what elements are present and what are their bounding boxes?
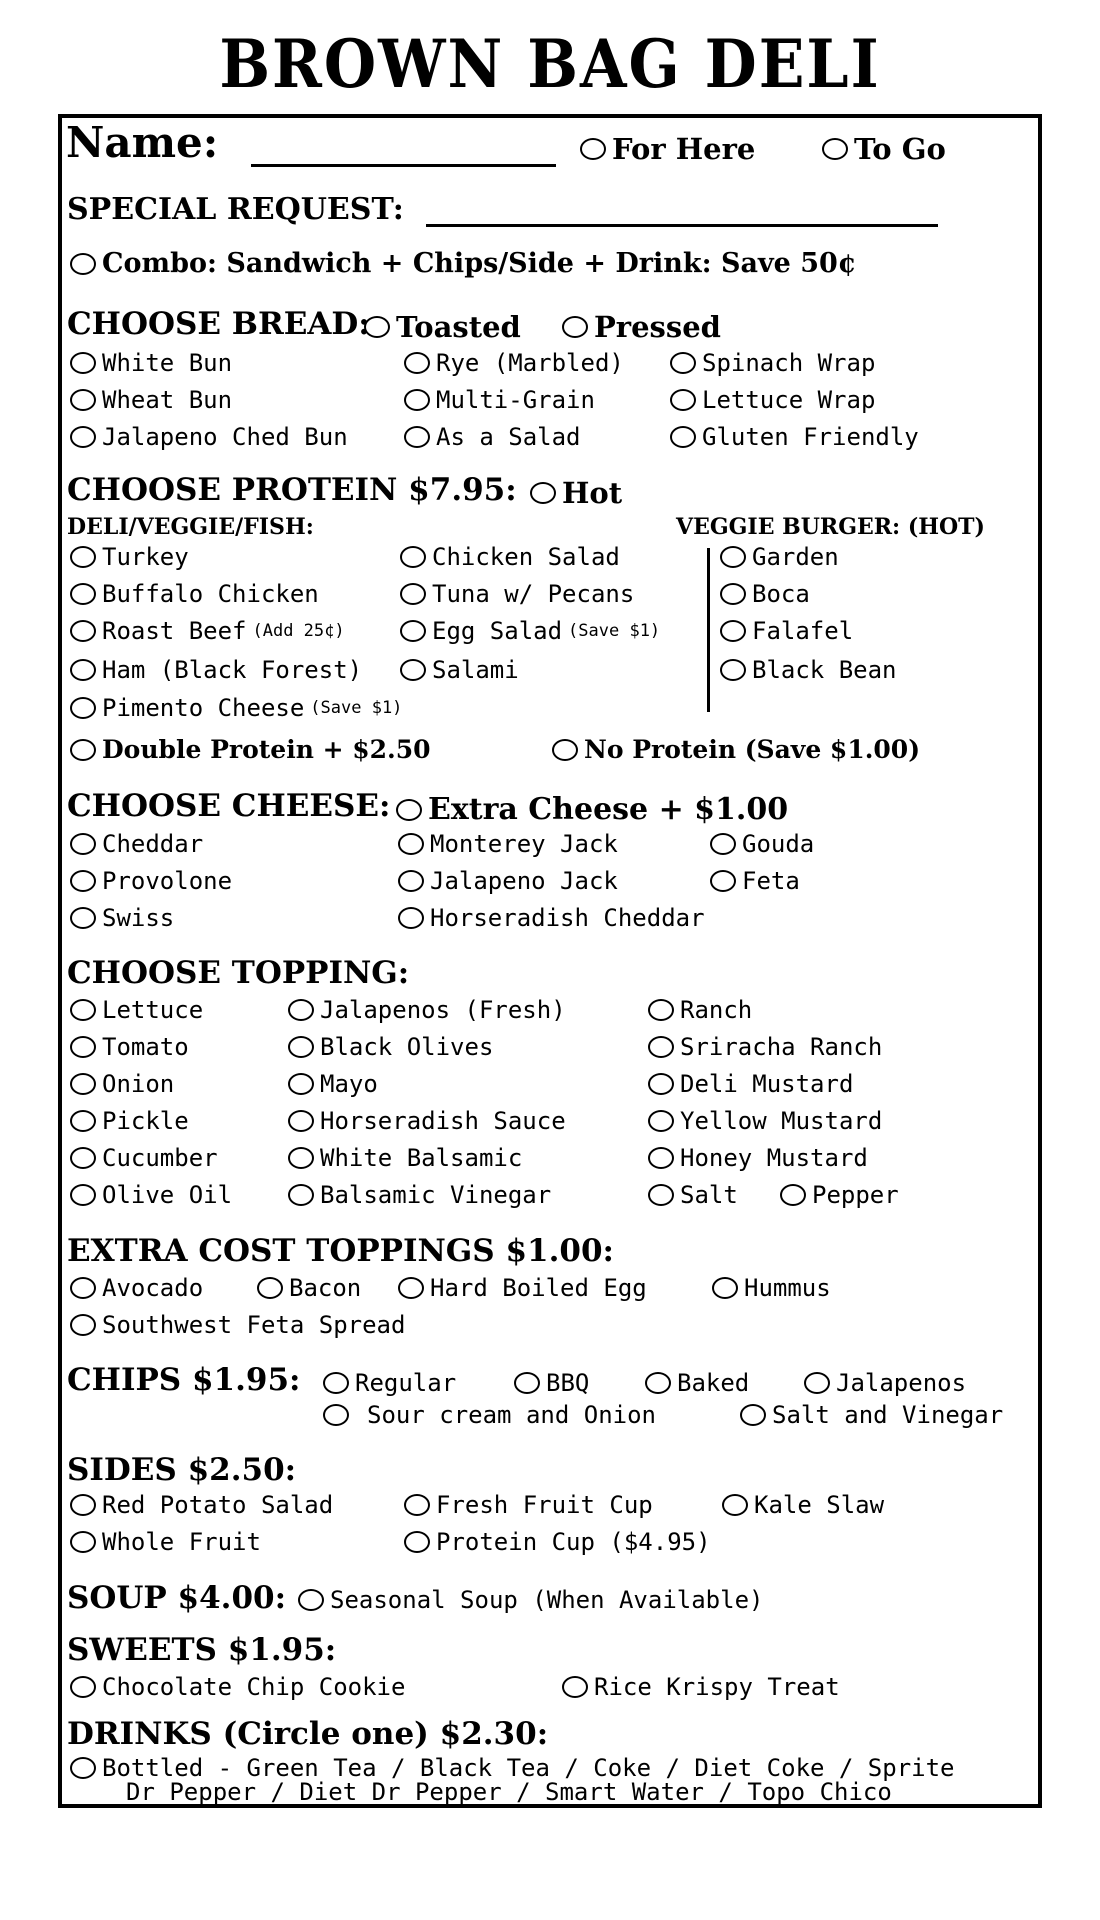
radio-circle[interactable] [70,1073,96,1095]
radio-circle[interactable] [70,1314,96,1336]
radio-circle[interactable] [70,1676,96,1698]
bread-option[interactable]: Wheat Bun [70,386,232,414]
radio-circle[interactable] [400,546,426,568]
topping-option[interactable]: Black Olives [288,1033,493,1061]
radio-circle[interactable] [70,833,96,855]
radio-circle[interactable] [70,352,96,374]
bread-option[interactable]: Lettuce Wrap [670,386,875,414]
extra-toppings-heading: EXTRA COST TOPPINGS $1.00: [67,1233,614,1269]
radio-circle[interactable] [645,1372,671,1394]
radio-circle[interactable] [720,659,746,681]
radio-circle[interactable] [400,659,426,681]
radio-circle[interactable] [70,1147,96,1169]
radio-circle[interactable] [70,1494,96,1516]
radio-circle[interactable] [720,620,746,642]
chips-option[interactable]: Baked [645,1369,749,1397]
radio-circle[interactable] [70,1184,96,1206]
chips-option[interactable]: BBQ [514,1369,589,1397]
topping-option[interactable]: Deli Mustard [648,1070,853,1098]
radio-circle[interactable] [514,1372,540,1394]
radio-circle[interactable] [70,659,96,681]
cheese-option[interactable]: Feta [710,867,800,895]
radio-circle[interactable] [70,739,96,761]
soup-heading: SOUP $4.00: [67,1580,287,1616]
topping-option[interactable]: Honey Mustard [648,1144,868,1172]
radio-circle[interactable] [398,833,424,855]
radio-circle[interactable] [404,352,430,374]
sweets-option[interactable]: Rice Krispy Treat [562,1673,840,1701]
bread-option[interactable]: Spinach Wrap [670,349,875,377]
cheese-option[interactable]: Cheddar [70,830,203,858]
radio-circle[interactable] [70,583,96,605]
radio-circle[interactable] [398,1277,424,1299]
radio-circle[interactable] [70,1277,96,1299]
radio-circle[interactable] [670,389,696,411]
chips-option[interactable]: Sour cream and Onion [323,1401,656,1429]
chips-option[interactable]: Jalapenos [804,1369,966,1397]
radio-circle[interactable] [70,546,96,568]
for-here-option[interactable]: For Here [580,132,755,166]
egg-salad-note: (Save $1) [568,621,661,641]
topping-option[interactable]: Balsamic Vinegar [288,1181,551,1209]
radio-circle[interactable] [562,316,588,338]
name-blank[interactable] [251,164,556,167]
extra-topping-option[interactable]: Hard Boiled Egg [398,1274,647,1302]
drinks-option[interactable]: Bottled - Green Tea / Black Tea / Coke / Diet Coke / Sprite [70,1754,955,1782]
radio-circle[interactable] [288,999,314,1021]
sweets-heading: SWEETS $1.95: [67,1632,337,1668]
protein-option[interactable]: Egg Salad (Save $1) [400,617,660,645]
page-title: BROWN BAG DELI [219,26,881,104]
cheese-option[interactable]: Provolone [70,867,232,895]
topping-option[interactable]: Lettuce [70,996,203,1024]
protein-option[interactable]: Ham (Black Forest) [70,656,362,684]
radio-circle[interactable] [70,907,96,929]
radio-circle[interactable] [257,1277,283,1299]
radio-circle[interactable] [710,870,736,892]
radio-circle[interactable] [70,999,96,1021]
protein-option[interactable]: Chicken Salad [400,543,620,571]
topping-option[interactable]: Onion [70,1070,174,1098]
bread-option[interactable]: Multi-Grain [404,386,595,414]
radio-circle[interactable] [648,999,674,1021]
radio-circle[interactable] [740,1404,766,1426]
radio-circle[interactable] [648,1110,674,1132]
radio-circle[interactable] [70,1531,96,1553]
sides-option[interactable]: Kale Slaw [722,1491,884,1519]
radio-circle[interactable] [288,1147,314,1169]
topping-option[interactable]: White Balsamic [288,1144,522,1172]
sides-option[interactable]: Fresh Fruit Cup [404,1491,653,1519]
toasted-option[interactable]: Toasted [364,310,521,344]
topping-option[interactable]: Olive Oil [70,1181,232,1209]
protein-option[interactable]: Salami [400,656,519,684]
pimento-note: (Save $1) [310,698,403,718]
topping-option[interactable]: Pepper [780,1181,899,1209]
topping-option[interactable]: Sriracha Ranch [648,1033,882,1061]
bread-option[interactable]: Jalapeno Ched Bun [70,423,348,451]
protein-heading: CHOOSE PROTEIN $7.95: [67,472,517,508]
cheese-option[interactable]: Monterey Jack [398,830,618,858]
extra-topping-option[interactable]: Avocado [70,1274,203,1302]
radio-circle[interactable] [722,1494,748,1516]
topping-option[interactable]: Tomato [70,1033,189,1061]
radio-circle[interactable] [298,1589,324,1611]
radio-circle[interactable] [670,352,696,374]
drinks-line-2: Dr Pepper / Diet Dr Pepper / Smart Water / Topo Chico [126,1778,892,1806]
radio-circle[interactable] [288,1184,314,1206]
radio-circle[interactable] [70,389,96,411]
bread-option[interactable]: White Bun [70,349,232,377]
topping-heading: CHOOSE TOPPING: [67,955,410,991]
chips-heading: CHIPS $1.95: [67,1362,301,1398]
topping-option[interactable]: Horseradish Sauce [288,1107,566,1135]
chips-option[interactable]: Regular [323,1369,456,1397]
double-protein-option[interactable]: Double Protein + $2.50 [70,735,431,764]
radio-circle[interactable] [70,1110,96,1132]
radio-circle[interactable] [323,1404,349,1426]
veggie-option[interactable]: Black Bean [720,656,897,684]
radio-circle[interactable] [580,138,606,160]
cheese-heading: CHOOSE CHEESE: [67,788,391,824]
special-request-blank[interactable] [426,224,938,227]
radio-circle[interactable] [70,426,96,448]
radio-circle[interactable] [648,1184,674,1206]
cheese-option[interactable]: Horseradish Cheddar [398,904,705,932]
topping-option[interactable]: Cucumber [70,1144,218,1172]
special-request-label: SPECIAL REQUEST: [67,192,404,227]
bread-option[interactable]: Rye (Marbled) [404,349,624,377]
radio-circle[interactable] [648,1147,674,1169]
soup-option[interactable]: Seasonal Soup (When Available) [298,1586,763,1614]
radio-circle[interactable] [70,697,96,719]
bread-option[interactable]: As a Salad [404,423,581,451]
veggie-burger-subheading: VEGGIE BURGER: (HOT) [676,514,985,540]
radio-circle[interactable] [288,1036,314,1058]
extra-topping-option[interactable]: Bacon [257,1274,361,1302]
radio-circle[interactable] [288,1110,314,1132]
extra-topping-option[interactable]: Southwest Feta Spread [70,1311,405,1339]
sides-option[interactable]: Whole Fruit [70,1528,261,1556]
radio-circle[interactable] [712,1277,738,1299]
topping-option[interactable]: Mayo [288,1070,378,1098]
radio-circle[interactable] [400,620,426,642]
roast-beef-note: (Add 25¢) [252,621,345,641]
sides-option[interactable]: Red Potato Salad [70,1491,333,1519]
veggie-option[interactable]: Falafel [720,617,853,645]
radio-circle[interactable] [552,739,578,761]
protein-option[interactable]: Tuna w/ Pecans [400,580,634,608]
radio-circle[interactable] [710,833,736,855]
drinks-heading: DRINKS (Circle one) $2.30: [67,1716,549,1752]
radio-circle[interactable] [720,583,746,605]
pressed-option[interactable]: Pressed [562,310,721,344]
radio-circle[interactable] [70,253,96,275]
radio-circle[interactable] [670,426,696,448]
veggie-option[interactable]: Garden [720,543,839,571]
radio-circle[interactable] [70,1036,96,1058]
radio-circle[interactable] [404,1531,430,1553]
cheese-option[interactable]: Jalapeno Jack [398,867,618,895]
radio-circle[interactable] [70,620,96,642]
topping-option[interactable]: Salt [648,1181,738,1209]
radio-circle[interactable] [530,482,556,504]
hot-option[interactable]: Hot [530,476,622,510]
radio-circle[interactable] [70,870,96,892]
radio-circle[interactable] [398,870,424,892]
to-go-option[interactable]: To Go [822,132,946,166]
bread-option[interactable]: Gluten Friendly [670,423,919,451]
radio-circle[interactable] [323,1372,349,1394]
extra-cheese-option[interactable]: Extra Cheese + $1.00 [396,792,788,827]
radio-circle[interactable] [804,1372,830,1394]
radio-circle[interactable] [398,907,424,929]
protein-option[interactable]: Pimento Cheese (Save $1) [70,694,402,722]
topping-option[interactable]: Pickle [70,1107,189,1135]
column-divider [707,548,710,712]
protein-option[interactable]: Roast Beef (Add 25¢) [70,617,345,645]
sweets-option[interactable]: Chocolate Chip Cookie [70,1673,405,1701]
bread-heading: CHOOSE BREAD: [67,306,370,342]
radio-circle[interactable] [648,1073,674,1095]
sides-heading: SIDES $2.50: [67,1452,297,1488]
radio-circle[interactable] [404,389,430,411]
cheese-option[interactable]: Swiss [70,904,174,932]
radio-circle[interactable] [648,1036,674,1058]
radio-circle[interactable] [70,1757,96,1779]
radio-circle[interactable] [400,583,426,605]
special-request-field[interactable] [67,192,938,227]
radio-circle[interactable] [780,1184,806,1206]
deli-subheading: DELI/VEGGIE/FISH: [67,514,314,540]
extra-topping-option[interactable]: Hummus [712,1274,831,1302]
chips-option[interactable]: Salt and Vinegar [740,1401,1003,1429]
no-protein-option[interactable]: No Protein (Save $1.00) [552,735,920,764]
name-label: Name: [66,118,219,167]
combo-option[interactable]: Combo: Sandwich + Chips/Side + Drink: Save 50¢ [70,248,857,279]
radio-circle[interactable] [396,799,422,821]
radio-circle[interactable] [562,1676,588,1698]
radio-circle[interactable] [404,426,430,448]
veggie-option[interactable]: Boca [720,580,810,608]
protein-option[interactable]: Turkey [70,543,189,571]
radio-circle[interactable] [404,1494,430,1516]
topping-option[interactable]: Ranch [648,996,752,1024]
radio-circle[interactable] [720,546,746,568]
radio-circle[interactable] [364,316,390,338]
cheese-option[interactable]: Gouda [710,830,814,858]
radio-circle[interactable] [288,1073,314,1095]
protein-option[interactable]: Buffalo Chicken [70,580,319,608]
topping-option[interactable]: Yellow Mustard [648,1107,882,1135]
name-field[interactable] [66,118,556,167]
sides-option[interactable]: Protein Cup ($4.95) [404,1528,711,1556]
topping-option[interactable]: Jalapenos (Fresh) [288,996,566,1024]
radio-circle[interactable] [822,138,848,160]
